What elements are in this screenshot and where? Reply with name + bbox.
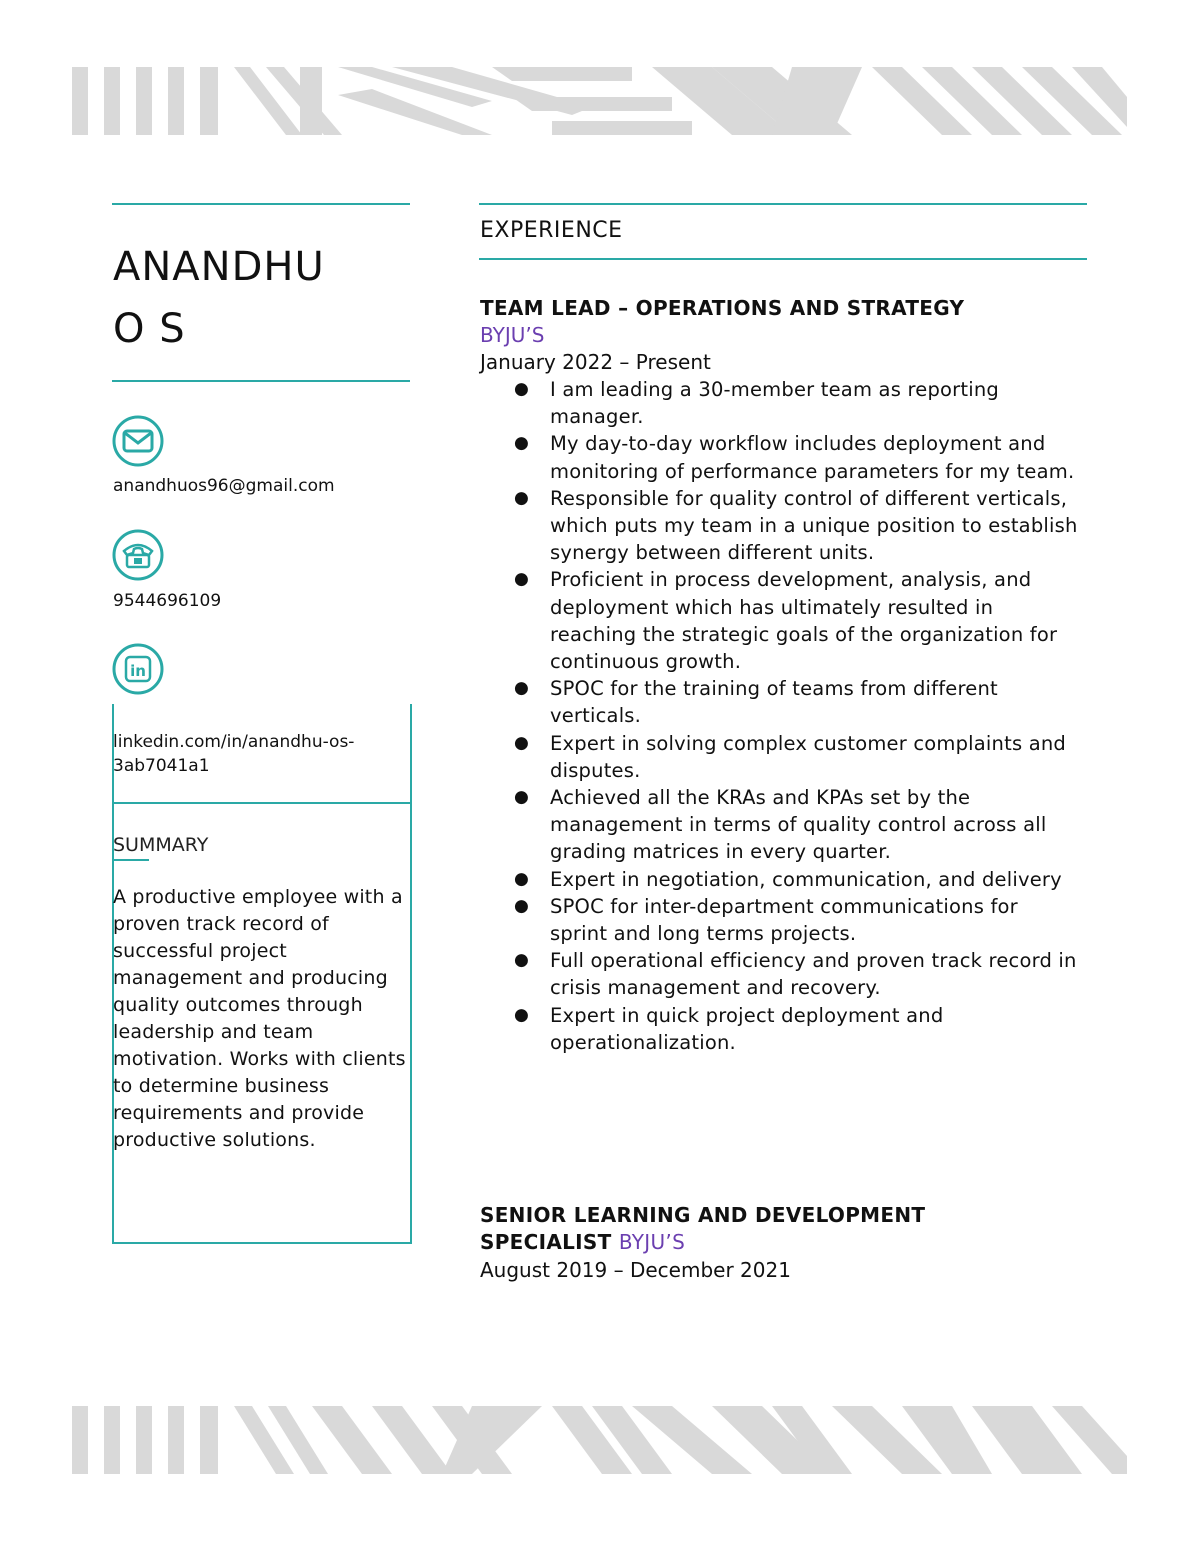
list-item xyxy=(480,947,1080,1001)
bullet-icon: ● xyxy=(514,732,530,753)
bullet-text: Responsible for quality control of different verticals, which puts my team in a unique position to establish synergy between different units. xyxy=(550,486,1078,565)
job-1-dates: January 2022 – Present xyxy=(480,350,711,374)
bullet-text: Achieved all the KRAs and KPAs set by the management in terms of quality control across all grading matrices in every quarter. xyxy=(550,786,1047,864)
summary-heading: SUMMARY xyxy=(113,834,209,856)
bullet-text: SPOC for the training of teams from different verticals. xyxy=(550,677,998,728)
job-2-title-text: SENIOR LEARNING AND DEVELOPMENT SPECIALIST xyxy=(480,1203,926,1254)
list-item xyxy=(480,485,1080,567)
bullet-icon: ● xyxy=(514,1004,530,1025)
bullet-icon: ● xyxy=(514,895,530,916)
summary-heading-underline xyxy=(113,859,149,861)
name-line-2: O S xyxy=(113,306,186,352)
job-1-company: BYJU’S xyxy=(480,323,545,347)
bullet-icon: ● xyxy=(514,868,530,889)
phone-number[interactable]: 9544696109 xyxy=(113,591,222,611)
list-item xyxy=(480,730,1080,784)
job-1-bullet-list xyxy=(480,376,1080,1056)
bullet-icon: ● xyxy=(514,678,530,699)
job-2-dates: August 2019 – December 2021 xyxy=(480,1258,791,1282)
candidate-name xyxy=(113,236,325,360)
list-item xyxy=(480,893,1080,947)
bullet-text: Expert in quick project deployment and operationalization. xyxy=(550,1003,944,1054)
list-item xyxy=(480,784,1080,866)
job-2-company: BYJU’S xyxy=(618,1230,686,1254)
envelope-icon xyxy=(112,415,166,469)
email-address[interactable]: anandhuos96@gmail.com xyxy=(113,476,335,496)
job-2-title xyxy=(480,1202,1040,1256)
list-item xyxy=(480,675,1080,729)
summary-text: A productive employee with a proven track record of successful project management and producing quality outcomes through leadership and team motivation. Works with clients to determine business requirements and provide productive solutions. xyxy=(113,886,406,1151)
bullet-icon: ● xyxy=(514,569,530,590)
bullet-text: SPOC for inter-department communications for sprint and long terms projects. xyxy=(550,894,1018,946)
telephone-icon xyxy=(112,529,166,583)
bullet-text: Expert in solving complex customer complaints and disputes. xyxy=(550,731,1066,782)
summary-divider xyxy=(112,802,410,804)
job-1-title: TEAM LEAD – OPERATIONS AND STRATEGY xyxy=(480,296,965,320)
experience-bottom-rule xyxy=(479,258,1087,260)
bullet-icon: ● xyxy=(514,433,530,454)
name-line-1: ANANDHU xyxy=(113,244,325,290)
bottom-decorative-banner xyxy=(72,1406,1127,1474)
name-bottom-rule xyxy=(112,380,410,382)
experience-top-rule xyxy=(479,203,1087,205)
bullet-icon: ● xyxy=(514,787,530,808)
top-decorative-banner xyxy=(72,67,1127,135)
list-item xyxy=(480,1002,1080,1056)
bullet-icon: ● xyxy=(514,950,530,971)
experience-heading: EXPERIENCE xyxy=(480,218,623,243)
bullet-icon: ● xyxy=(514,487,530,508)
linkedin-icon xyxy=(112,643,166,697)
bullet-text: I am leading a 30-member team as reporting manager. xyxy=(550,378,999,429)
linkedin-url[interactable]: linkedin.com/in/anandhu-os-3ab7041a1 xyxy=(113,732,355,776)
bullet-icon: ● xyxy=(514,379,530,399)
bullet-text: Full operational efficiency and proven track record in crisis management and recovery. xyxy=(550,949,1077,1000)
list-item xyxy=(480,566,1080,675)
svg-text:in: in xyxy=(130,662,146,680)
bullet-text: My day-to-day workflow includes deployment and monitoring of performance parameters for my team. xyxy=(550,432,1075,483)
list-item xyxy=(480,376,1080,430)
bullet-text: Proficient in process development, analysis, and deployment which has ultimately resulted in reaching the strategic goals of the organization for continuous growth. xyxy=(550,568,1058,674)
bullet-text: Expert in negotiation, communication, and delivery xyxy=(550,867,1062,891)
list-item xyxy=(480,866,1080,893)
name-top-rule xyxy=(112,203,410,205)
list-item xyxy=(480,430,1080,484)
